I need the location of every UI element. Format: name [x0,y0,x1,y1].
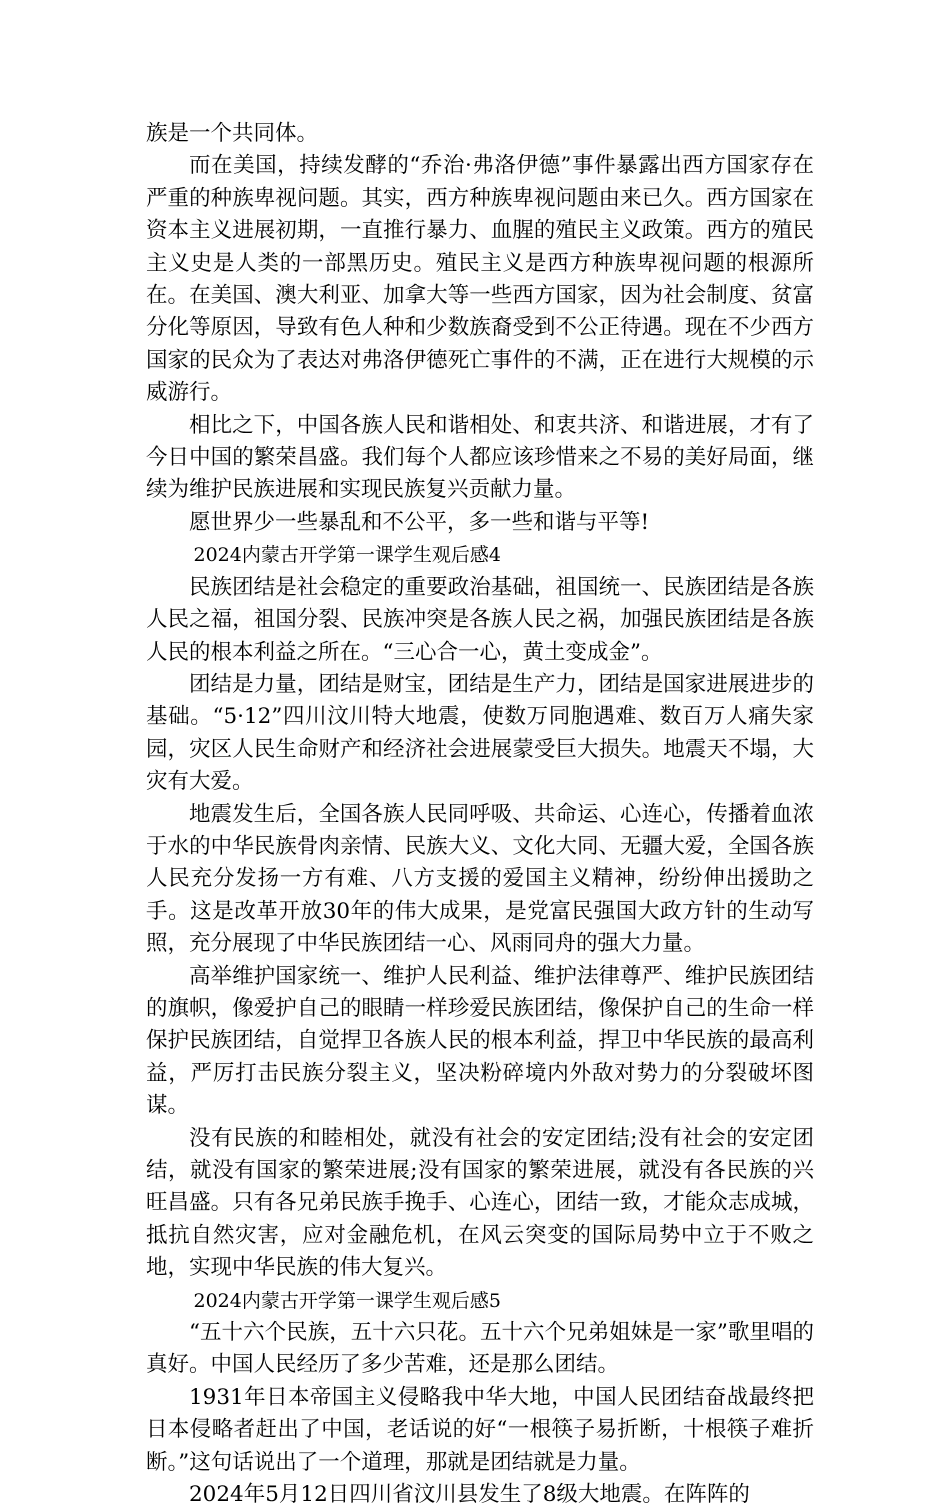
paragraph: 愿世界少一些暴乱和不公平，多一些和谐与平等! [189,509,650,535]
document-page [146,118,814,1511]
paragraph: 民族团结是社会稳定的重要政治基础，祖国统一、民族团结是各族人民之福，祖国分裂、民族冲突是各族人民之祸，加强民族团结是各族人民的根本利益之所在。“三心合一心，黄土变成金”。 [146,574,814,665]
paragraph: 地震发生后，全国各族人民同呼吸、共命运、心连心，传播着血浓于水的中华民族骨肉亲情、民族大义、文化大同、无疆大爱，全国各族人民充分发扬一方有难、八方支援的爱国主义精神，纷纷伸出援助之手。这是改革开放30年的伟大成果，是党富民强国大政方针的生动写照，充分展现了中华民族团结一心、风雨同舟的强大力量。 [146,801,814,957]
paragraph: 团结是力量，团结是财宝，团结是生产力，团结是国家进展进步的基础。“5·12”四川汶川特大地震，使数万同胞遇难、数百万人痛失家园，灾区人民生命财产和经济社会进展蒙受巨大损失。地震天不塌，大灾有大爱。 [146,671,814,795]
paragraph: 族是一个共同体。 [146,121,319,146]
paragraph: 1931年日本帝国主义侵略我中华大地，中国人民团结奋战最终把日本侵略者赶出了中国，老话说的好“一根筷子易折断，十根筷子难折断。”这句话说出了一个道理，那就是团结就是力量。 [146,1384,814,1475]
paragraph: 相比之下，中国各族人民和谐相处、和衷共济、和谐进展，才有了今日中国的繁荣昌盛。我们每个人都应该珍惜来之不易的美好局面，继续为维护民族进展和实现民族复兴贡献力量。 [146,412,814,503]
paragraph: “五十六个民族，五十六只花。五十六个兄弟姐妹是一家”歌里唱的真好。中国人民经历了多少苦难，还是那么团结。 [146,1320,814,1378]
section-heading: 2024内蒙古开学第一课学生观后感5 [193,1289,501,1312]
paragraph: 而在美国，持续发酵的“乔治·弗洛伊德”事件暴露出西方国家存在严重的种族卑视问题。其实，西方种族卑视问题由来已久。西方国家在资本主义进展初期，一直推行暴力、血腥的殖民主义政策。西方的殖民主义史是人类的一部黑历史。殖民主义是西方种族卑视问题的根源所在。在美国、澳大利亚、加拿大等一些西方国家，因为社会制度、贫富分化等原因，导致有色人种和少数族裔受到不公正待遇。现在不少西方国家的民众为了表达对弗洛伊德死亡事件的不满，正在进行大规模的示威游行。 [146,153,814,406]
section-heading: 2024内蒙古开学第一课学生观后感4 [193,544,501,567]
paragraph: 高举维护国家统一、维护人民利益、维护法律尊严、维护民族团结的旗帜，像爱护自己的眼睛一样珍爱民族团结，像保护自己的生命一样保护民族团结，自觉捍卫各族人民的根本利益，捍卫中华民族的最高利益，严厉打击民族分裂主义，坚决粉碎境内外敌对势力的分裂破坏图谋。 [146,963,814,1119]
paragraph: 没有民族的和睦相处，就没有社会的安定团结;没有社会的安定团结，就没有国家的繁荣进展;没有国家的繁荣进展，就没有各民族的兴旺昌盛。只有各兄弟民族手挽手、心连心，团结一致，才能众志成城，抵抗自然灾害，应对金融危机，在风云突变的国际局势中立于不败之地，实现中华民族的伟大复兴。 [146,1125,814,1281]
paragraph: 2024年5月12日四川省汶川县发生了8级大地震。在阵阵的 [189,1482,750,1508]
